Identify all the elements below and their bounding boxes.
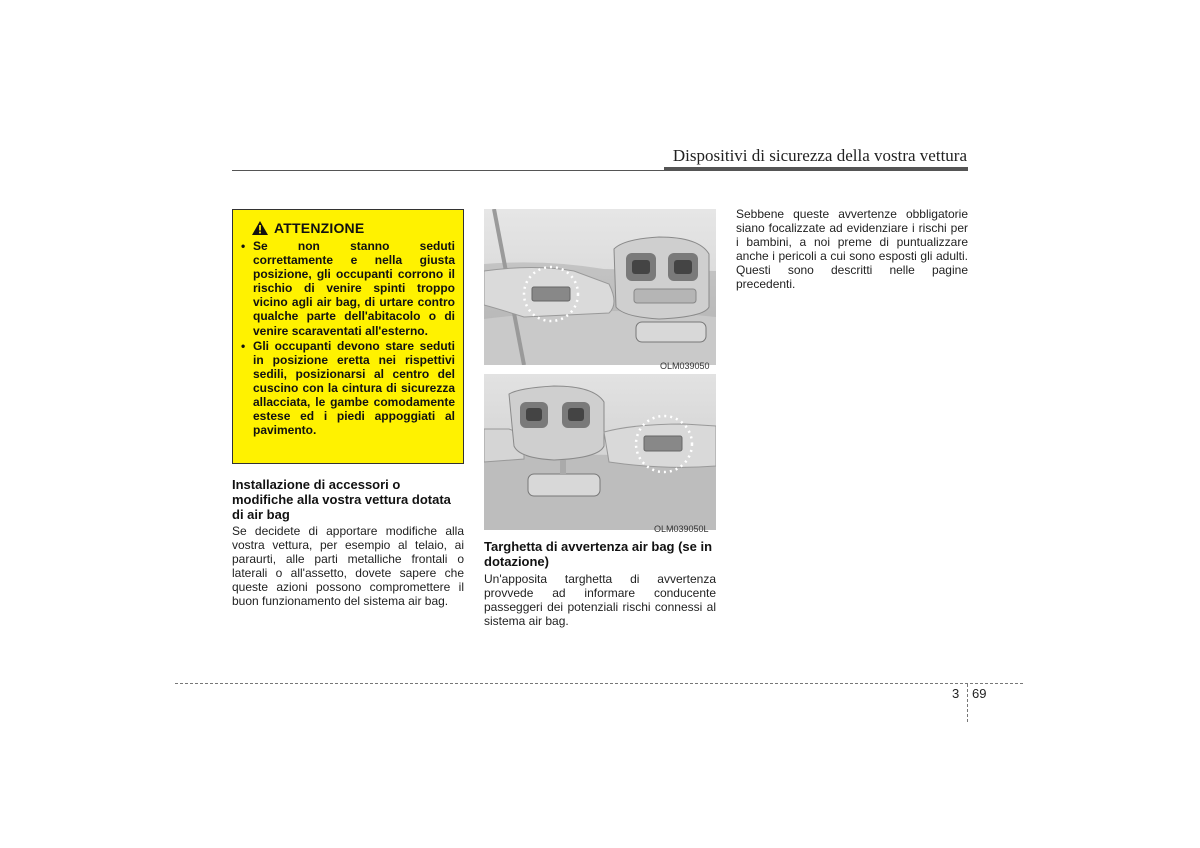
section-heading: Installazione di accessori o modifiche alla vostra vettura dotata di air bag — [232, 477, 451, 522]
section-heading: Targhetta di avvertenza air bag (se in dotazione) — [484, 539, 713, 569]
page-number: 69 — [972, 686, 987, 701]
warning-item — [241, 239, 455, 338]
car-interior-photo-a — [484, 209, 716, 365]
warning-item-text: Se non stanno seduti correttamente e nella giusta posizione, gli occupanti corrono il rischio di venire spinti troppo vicino agli air bag, di urtare contro qualche parte dell'abitacolo o di venire scaraventati all'esterno. — [253, 239, 455, 338]
figure-type-a — [484, 209, 716, 365]
section-body: Un'apposita targhetta di avvertenza provvede ad informare conducente passeggeri dei potenziali rischi connessi al sistema air bag. — [484, 572, 716, 629]
footer-rule — [175, 683, 1023, 684]
car-interior-photo-b — [484, 374, 716, 530]
warning-item — [241, 339, 455, 438]
warning-triangle-icon — [251, 220, 269, 236]
figure-code-type-a: OLM039050 — [660, 361, 710, 371]
accessories-section — [232, 477, 464, 609]
warning-label-section — [484, 539, 716, 628]
warning-header — [251, 220, 455, 236]
figure-type-b — [484, 374, 716, 530]
header-rule-bold — [664, 167, 968, 171]
section-number: 3 — [952, 686, 960, 701]
adult-risk-paragraph: Sebbene queste avvertenze obbligatorie siano focalizzate ad evidenziare i rischi per i bambini, a noi preme di puntualizzare anche i pericoli a cui sono esposti gli adulti. Questi sono descritti nelle pagine precedenti. — [736, 207, 968, 292]
footer-divider — [967, 684, 968, 722]
section-body: Se decidete di apportare modifiche alla vostra vettura, per esempio al telaio, ai paraurti, alle parti metalliche frontali o laterali o all'assetto, dovete sapere che queste azioni possono compromettere il buon funzionamento del sistema air bag. — [232, 524, 464, 609]
figure-code-type-b: OLM039050L — [654, 524, 709, 534]
warning-title: ATTENZIONE — [274, 220, 365, 236]
bullet: • — [241, 239, 246, 253]
warning-item-text: Gli occupanti devono stare seduti in posizione eretta nei rispettivi sedili, posizionarsi al centro del cuscino con la cintura di sicurezza allacciata, le gambe comodamente estese ed i piedi appoggiati al pavimento. — [253, 338, 455, 438]
warning-box — [232, 209, 464, 464]
header-rule — [232, 170, 664, 171]
page-header-title: Dispositivi di sicurezza della vostra vettura — [672, 146, 967, 165]
bullet: • — [241, 338, 246, 353]
